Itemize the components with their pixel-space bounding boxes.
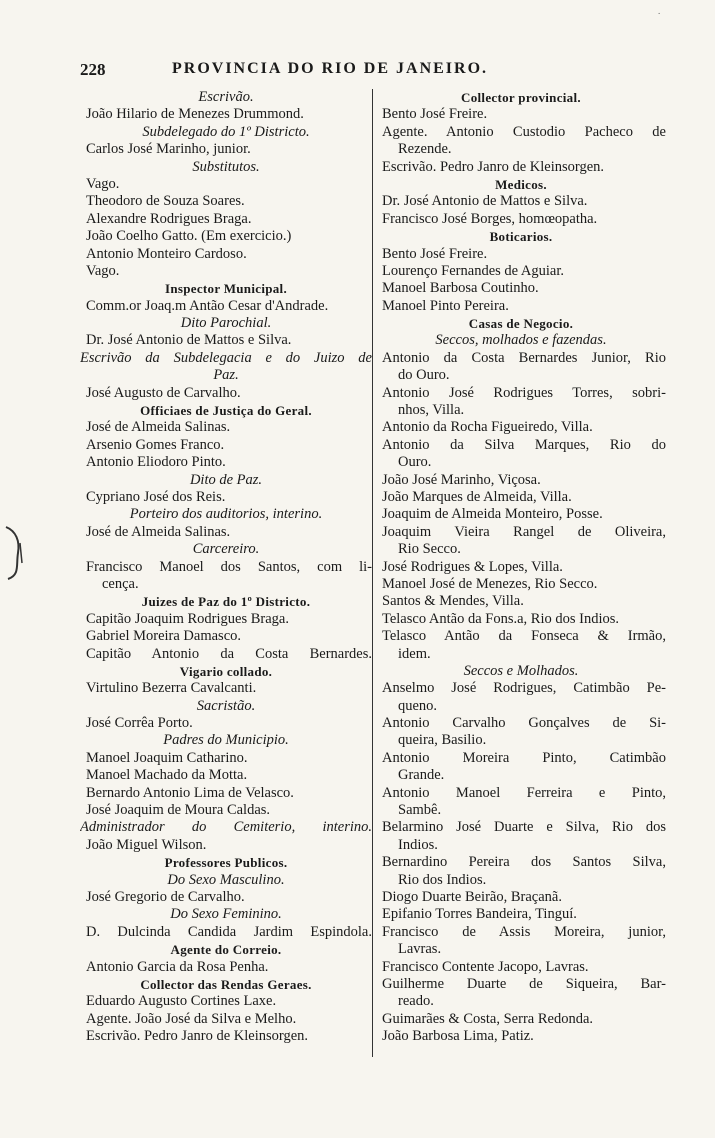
entry-line: Francisco Contente Jacopo, Lavras. [382,958,589,975]
subheading: Do Sexo Feminino. [170,906,282,923]
entry-line: Joaquim de Almeida Monteiro, Posse. [382,506,603,523]
entry-line: Carlos José Marinho, junior. [86,141,251,158]
section-heading: Boticarios. [489,229,553,245]
entry-line: Manoel Machado da Motta. [86,767,248,784]
entry-line: Guimarães & Costa, Serra Redonda. [382,1010,594,1027]
subheading: Escrivão da Subdelegacia e do Juizo de [80,349,372,366]
entry-line: João Marques de Almeida, Villa. [382,488,572,505]
entry-line: Virtulino Bezerra Cavalcanti. [86,680,257,697]
subheading: Seccos e Molhados. [463,662,579,679]
entry-line: Joaquim Vieira Rangel de Oliveira, [382,523,666,540]
subheading: Dito Parochial. [180,315,272,332]
entry-line: José de Almeida Salinas. [86,523,231,540]
section-heading: Officiaes de Justiça do Geral. [140,403,312,419]
entry-line: Francisco Manoel dos Santos, com li- [86,558,372,575]
entry-line: Capitão Joaquim Rodrigues Braga. [86,610,289,627]
section-heading: Collector provincial. [461,90,581,105]
entry-line: Manoel Joaquim Catharino. [86,749,248,766]
section-heading: Medicos. [495,176,547,192]
entry-line: João Barbosa Lima, Patiz. [382,1028,534,1045]
entry-continuation: nhos, Villa. [398,402,465,419]
entry-continuation: Rezende. [398,141,452,158]
subheading: Seccos, molhados e fazendas. [435,332,607,349]
entry-line: Antonio Monteiro Cardoso. [86,245,247,262]
entry-line: José Gregorio de Carvalho. [86,888,245,905]
section-heading: Collector das Rendas Geraes. [140,976,312,992]
entry-line: Antonio Garcia da Rosa Penha. [86,958,269,975]
entry-line: Bento José Freire. [382,245,488,262]
page-title: PROVINCIA DO RIO DE JANEIRO. [172,60,489,77]
entry-continuation: idem. [398,645,431,662]
subheading: Escrivão. [198,89,254,105]
entry-line: Antonio José Rodrigues Torres, sobri- [382,384,666,401]
entry-line: José Rodrigues & Lopes, Villa. [382,558,563,575]
entry-line: Alexandre Rodrigues Braga. [86,210,252,227]
subheading: Substitutos. [192,158,260,175]
entry-line: João José Marinho, Viçosa. [382,471,541,488]
entry-continuation: Ouro. [398,454,432,471]
entry-line: Vago. [86,262,120,279]
entry-line: Telasco Antão da Fonseca & Irmão, [382,628,666,645]
entry-line: Bento José Freire. [382,106,488,123]
entry-line: Francisco José Borges, homœopatha. [382,210,598,227]
entry-line: Manoel Barbosa Coutinho. [382,280,539,297]
entry-line: D. Dulcinda Candida Jardim Espindola. [86,923,372,940]
entry-line: João Coelho Gatto. (Em exercicio.) [86,228,292,245]
subheading: Padres do Municipio. [163,732,289,749]
entry-line: João Miguel Wilson. [86,836,207,853]
entry-line: Comm.or Joaq.m Antão Cesar d'Andrade. [86,297,329,314]
entry-continuation: queira, Basilio. [398,732,487,749]
entry-continuation: do Ouro. [398,367,450,384]
entry-line: Agente. João José da Silva e Melho. [86,1010,297,1027]
entry-line: Cypriano José dos Reis. [86,488,226,505]
entry-line: Antonio Eliodoro Pinto. [86,454,226,471]
entry-line: Capitão Antonio da Costa Bernardes. [86,645,372,662]
subheading: Paz. [213,367,239,384]
entry-line: Antonio da Silva Marques, Rio do [382,436,666,453]
subheading: Sacristão. [196,697,256,714]
entry-line: Telasco Antão da Fons.a, Rio dos Indios. [382,610,620,627]
subheading: Do Sexo Masculino. [167,871,285,888]
left-column [80,89,372,1045]
entry-continuation: Rio dos Indios. [398,871,487,888]
entry-line: Agente. Antonio Custodio Pacheco de [382,123,666,140]
entry-line: Lourenço Fernandes de Aguiar. [382,262,565,279]
entry-line: Dr. José Antonio de Mattos e Silva. [86,332,292,349]
entry-line: Escrivão. Pedro Janro de Kleinsorgen. [382,158,605,175]
entry-continuation: Sambê. [398,802,442,819]
entry-line: Belarmino José Duarte e Silva, Rio dos [382,819,666,836]
subheading: Porteiro dos auditorios, interino. [129,506,323,523]
entry-continuation: Indios. [398,836,438,853]
entry-line: João Hilario de Menezes Drummond. [86,106,304,123]
section-heading: Juizes de Paz do 1º Districto. [141,594,311,610]
corner-mark: . [658,6,661,16]
entry-line: José Augusto de Carvalho. [86,384,241,401]
entry-line: Arsenio Gomes Franco. [86,436,225,453]
section-heading: Inspector Municipal. [164,281,288,297]
entry-line: José de Almeida Salinas. [86,419,231,436]
entry-line: Antonio da Costa Bernardes Junior, Rio [382,349,666,366]
section-heading: Vigario collado. [179,663,273,679]
margin-bracket-mark [0,523,26,583]
entry-line: Vago. [86,175,120,192]
page-number: 228 [80,60,106,79]
entry-line: José Corrêa Porto. [86,715,193,732]
entry-line: Antonio Manoel Ferreira e Pinto, [382,784,666,801]
entry-line: Bernardo Antonio Lima de Velasco. [86,784,294,801]
section-heading: Professores Publicos. [164,855,288,871]
entry-line: Antonio da Rocha Figueiredo, Villa. [382,419,593,436]
entry-line: Eduardo Augusto Cortines Laxe. [86,993,277,1010]
section-heading: Agente do Correio. [170,942,282,958]
entry-continuation: queno. [398,697,438,714]
right-column [372,89,666,1057]
entry-line: Manoel José de Menezes, Rio Secco. [382,575,598,592]
entry-line: Theodoro de Souza Soares. [86,193,245,210]
section-heading: Casas de Negocio. [468,316,574,332]
entry-line: Diogo Duarte Beirão, Braçanã. [382,888,562,905]
entry-continuation: Lavras. [398,941,442,958]
entry-line: Manoel Pinto Pereira. [382,297,509,314]
entry-line: Dr. José Antonio de Mattos e Silva. [382,193,588,210]
entry-line: Anselmo José Rodrigues, Catimbão Pe- [382,680,666,697]
entry-line: Antonio Moreira Pinto, Catimbão [382,749,666,766]
subheading: Dito de Paz. [189,471,263,488]
entry-line: Antonio Carvalho Gonçalves de Si- [382,715,666,732]
entry-continuation: reado. [398,993,434,1010]
subheading: Administrador do Cemiterio, interino. [80,819,372,836]
entry-continuation: Rio Secco. [398,541,461,558]
entry-line: Francisco de Assis Moreira, junior, [382,923,666,940]
entry-line: Gabriel Moreira Damasco. [86,628,242,645]
entry-line: Escrivão. Pedro Janro de Kleinsorgen. [86,1028,309,1045]
entry-line: Bernardino Pereira dos Santos Silva, [382,854,666,871]
entry-line: José Joaquim de Moura Caldas. [86,802,271,819]
entry-line: Epifanio Torres Bandeira, Tinguí. [382,906,577,923]
entry-continuation: cença. [102,575,139,592]
subheading: Carcereiro. [192,541,260,558]
subheading: Subdelegado do 1º Districto. [142,123,310,140]
entry-continuation: Grande. [398,767,445,784]
entry-line: Guilherme Duarte de Siqueira, Bar- [382,975,666,992]
page-header [80,60,640,84]
entry-line: Santos & Mendes, Villa. [382,593,524,610]
